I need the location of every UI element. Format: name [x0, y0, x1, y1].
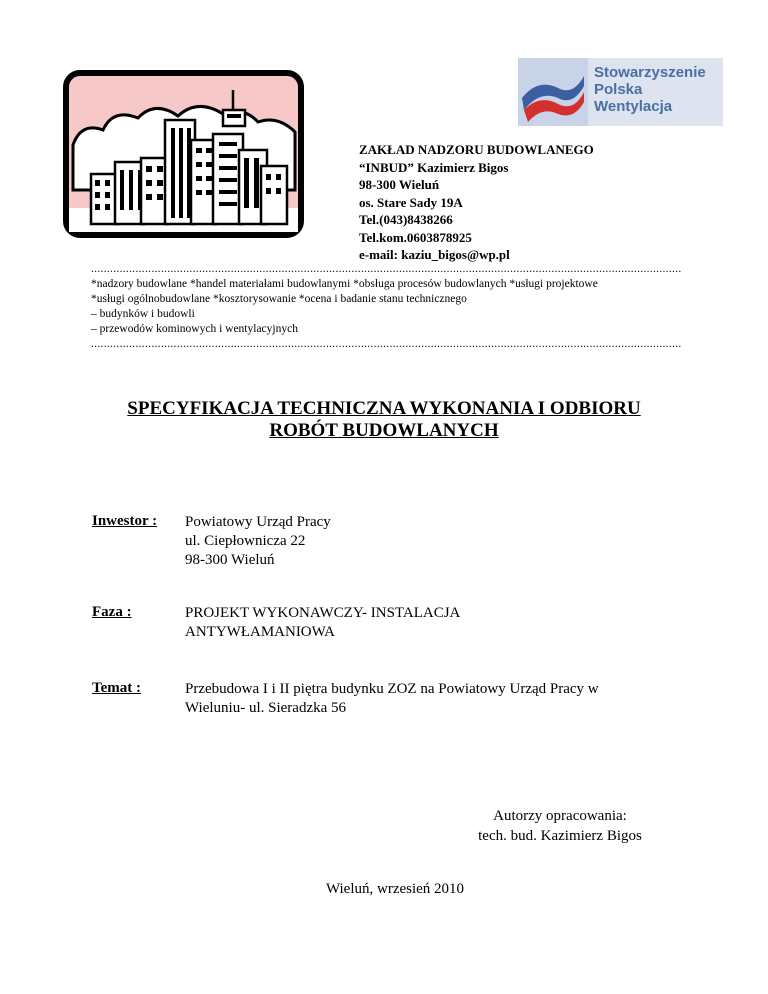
company-details — [359, 141, 594, 264]
assoc-logo-line-3: Wentylacja — [594, 98, 673, 115]
authors-heading: Autorzy opracowania: — [493, 808, 627, 824]
investor-line-1: Powiatowy Urząd Pracy — [185, 514, 331, 530]
services-line-4: – przewodów kominowych i wentylacyjnych — [91, 323, 298, 335]
assoc-logo-line-2: Polska — [594, 81, 643, 98]
services-line-3: – budynków i budowli — [91, 308, 195, 320]
company-name: ZAKŁAD NADZORU BUDOWLANEGO — [359, 142, 594, 157]
company-street: os. Stare Sady 19A — [359, 194, 463, 210]
place-date: Wieluń, wrzesień 2010 — [325, 881, 465, 897]
subject-label: Temat : — [92, 680, 142, 696]
city-skyline-logo — [63, 70, 304, 238]
association-logo — [518, 58, 723, 126]
company-owner: “INBUD” Kazimierz Bigos — [359, 159, 509, 175]
investor-line-3: 98-300 Wieluń — [185, 552, 275, 568]
company-email: e-mail: kaziu_bigos@wp.pl — [359, 247, 510, 262]
investor-value — [185, 513, 331, 570]
phase-line-1: PROJEKT WYKONAWCZY- INSTALACJA — [185, 605, 461, 621]
title-line-2: ROBÓT BUDOWLANYCH — [269, 420, 499, 441]
document-title — [80, 398, 688, 442]
title-line-1: SPECYFIKACJA TECHNICZNA WYKONANIA I ODBIORU — [127, 398, 641, 419]
services-line-1: *nadzory budowlane *handel materiałami budowlanymi *obsługa procesów budowlanych *usługi projektowe — [91, 278, 598, 290]
dotted-separator-bottom: .......................................................................................................................................................................................... — [91, 338, 682, 350]
investor-line-2: ul. Ciepłownicza 22 — [185, 533, 306, 549]
company-mobile: Tel.kom.0603878925 — [359, 229, 472, 245]
dotted-separator-top: .......................................................................................................................................................................................... — [91, 263, 682, 275]
phase-label: Faza : — [92, 604, 132, 620]
services-line-2: *usługi ogólnobudowlane *kosztorysowanie *ocena i badanie stanu technicznego — [91, 293, 467, 305]
subject-line-1: Przebudowa I i II piętra budynku ZOZ na Powiatowy Urząd Pracy w — [185, 681, 599, 697]
authors-block — [440, 806, 680, 846]
company-phone: Tel.(043)8438266 — [359, 212, 453, 227]
company-city: 98-300 Wieluń — [359, 177, 440, 192]
subject-value — [185, 680, 599, 718]
investor-label: Inwestor : — [92, 513, 158, 529]
phase-value — [185, 604, 460, 642]
subject-line-2: Wieluniu- ul. Sieradzka 56 — [185, 700, 347, 716]
phase-line-2: ANTYWŁAMANIOWA — [185, 624, 335, 640]
services-block — [91, 262, 711, 352]
assoc-logo-line-1: Stowarzyszenie — [594, 64, 706, 81]
author-name: tech. bud. Kazimierz Bigos — [478, 828, 642, 844]
